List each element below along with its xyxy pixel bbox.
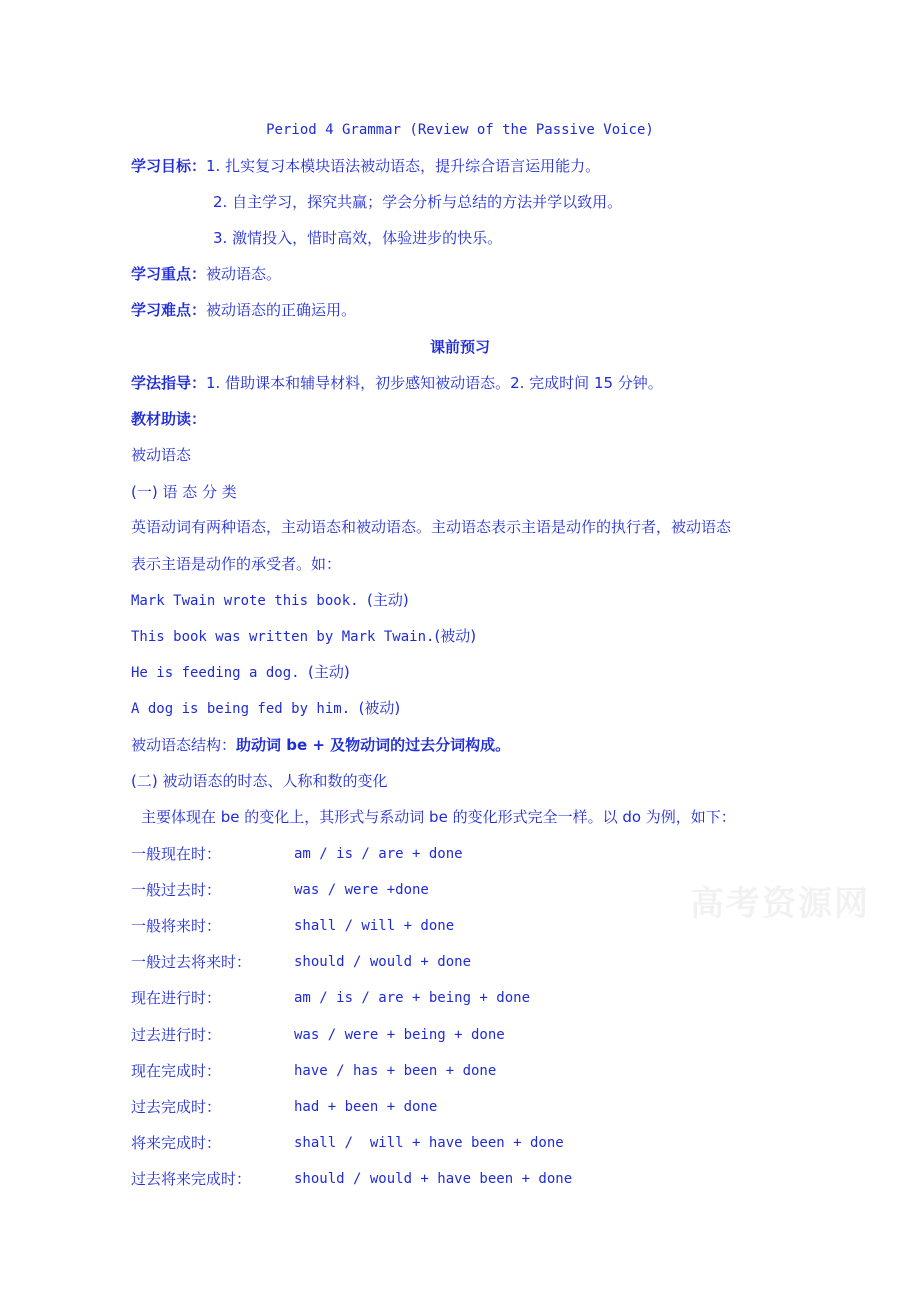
objective-item: 2. 自主学习，探究共赢；学会分析与总结的方法并学以致用。 xyxy=(213,193,623,211)
key-point-row xyxy=(131,264,281,284)
structure-row xyxy=(131,735,510,755)
tense-name: 过去完成时： xyxy=(131,1098,222,1116)
difficulty-label: 学习难点： xyxy=(131,301,207,319)
tense-name: 现在进行时： xyxy=(131,989,222,1007)
part1-paragraph-line: 表示主语是动作的承受者。如： xyxy=(131,555,342,573)
tense-form: was / were +done xyxy=(294,882,429,898)
part1-paragraph-line: 英语动词有两种语态，主动语态和被动语态。主动语态表示主语是动作的执行者，被动语态 xyxy=(131,518,732,536)
method-text: 1. 借助课本和辅导材料，初步感知被动语态。2. 完成时间 15 分钟。 xyxy=(206,374,663,392)
example-cn: (主动) xyxy=(367,591,409,609)
example-cn: (被动) xyxy=(434,627,477,645)
example-en: This book was written by Mark Twain. xyxy=(131,629,435,645)
example-cn: (主动) xyxy=(308,663,350,681)
tense-form: shall / will + have been + done xyxy=(294,1135,564,1151)
tense-form: had + been + done xyxy=(294,1099,438,1115)
tense-name: 过去进行时： xyxy=(131,1026,222,1044)
tense-name: 一般过去时： xyxy=(131,881,222,899)
tense-form: should / would + have been + done xyxy=(294,1171,573,1187)
difficulty-text: 被动语态的正确运用。 xyxy=(206,301,357,319)
difficulty-row xyxy=(131,300,356,320)
structure-label: 被动语态结构： xyxy=(131,736,237,754)
watermark: 高考资源网 xyxy=(690,884,870,924)
objectives-label: 学习目标： xyxy=(131,157,207,175)
tense-name: 现在完成时： xyxy=(131,1062,222,1080)
tense-name: 一般现在时： xyxy=(131,845,222,863)
example-sentence xyxy=(131,626,476,647)
part2-intro: 主要体现在 be 的变化上，其形式与系动词 be 的变化形式完全一样。以 do 为例，如下： xyxy=(141,808,736,826)
example-en: Mark Twain wrote this book. xyxy=(131,593,368,609)
example-sentence xyxy=(131,590,409,611)
tense-name: 一般将来时： xyxy=(131,917,222,935)
objective-item: 1. 扎实复习本模块语法被动语态，提升综合语言运用能力。 xyxy=(206,157,601,175)
structure-text: 助动词 be + 及物动词的过去分词构成。 xyxy=(236,736,511,754)
part1-heading: (一) 语 态 分 类 xyxy=(131,483,237,501)
tense-form: shall / will + done xyxy=(294,918,455,934)
tense-form: am / is / are + being + done xyxy=(294,990,531,1006)
section-title: 课前预习 xyxy=(429,338,490,356)
tense-form: am / is / are + done xyxy=(294,846,463,862)
reading-label: 教材助读： xyxy=(131,410,207,428)
key-point-text: 被动语态。 xyxy=(206,265,282,283)
tense-form: was / were + being + done xyxy=(294,1027,505,1043)
method-row xyxy=(131,373,663,393)
example-sentence xyxy=(131,662,350,683)
topic-heading: 被动语态 xyxy=(131,446,192,464)
example-en: A dog is being fed by him. xyxy=(131,701,359,717)
key-point-label: 学习重点： xyxy=(131,265,207,283)
objective-item: 3. 激情投入，惜时高效，体验进步的快乐。 xyxy=(213,229,503,247)
objectives-row-1 xyxy=(131,156,600,176)
tense-name: 一般过去将来时： xyxy=(131,953,252,971)
part2-heading: (二) 被动语态的时态、人称和数的变化 xyxy=(131,772,388,790)
tense-form: have / has + been + done xyxy=(294,1063,497,1079)
example-sentence xyxy=(131,698,400,719)
example-en: He is feeding a dog. xyxy=(131,665,309,681)
method-label: 学法指导： xyxy=(131,374,207,392)
example-cn: (被动) xyxy=(358,699,401,717)
tense-name: 过去将来完成时： xyxy=(131,1170,252,1188)
tense-form: should / would + done xyxy=(294,954,472,970)
document-title: Period 4 Grammar (Review of the Passive Voice) xyxy=(266,122,654,138)
tense-name: 将来完成时： xyxy=(131,1134,222,1152)
